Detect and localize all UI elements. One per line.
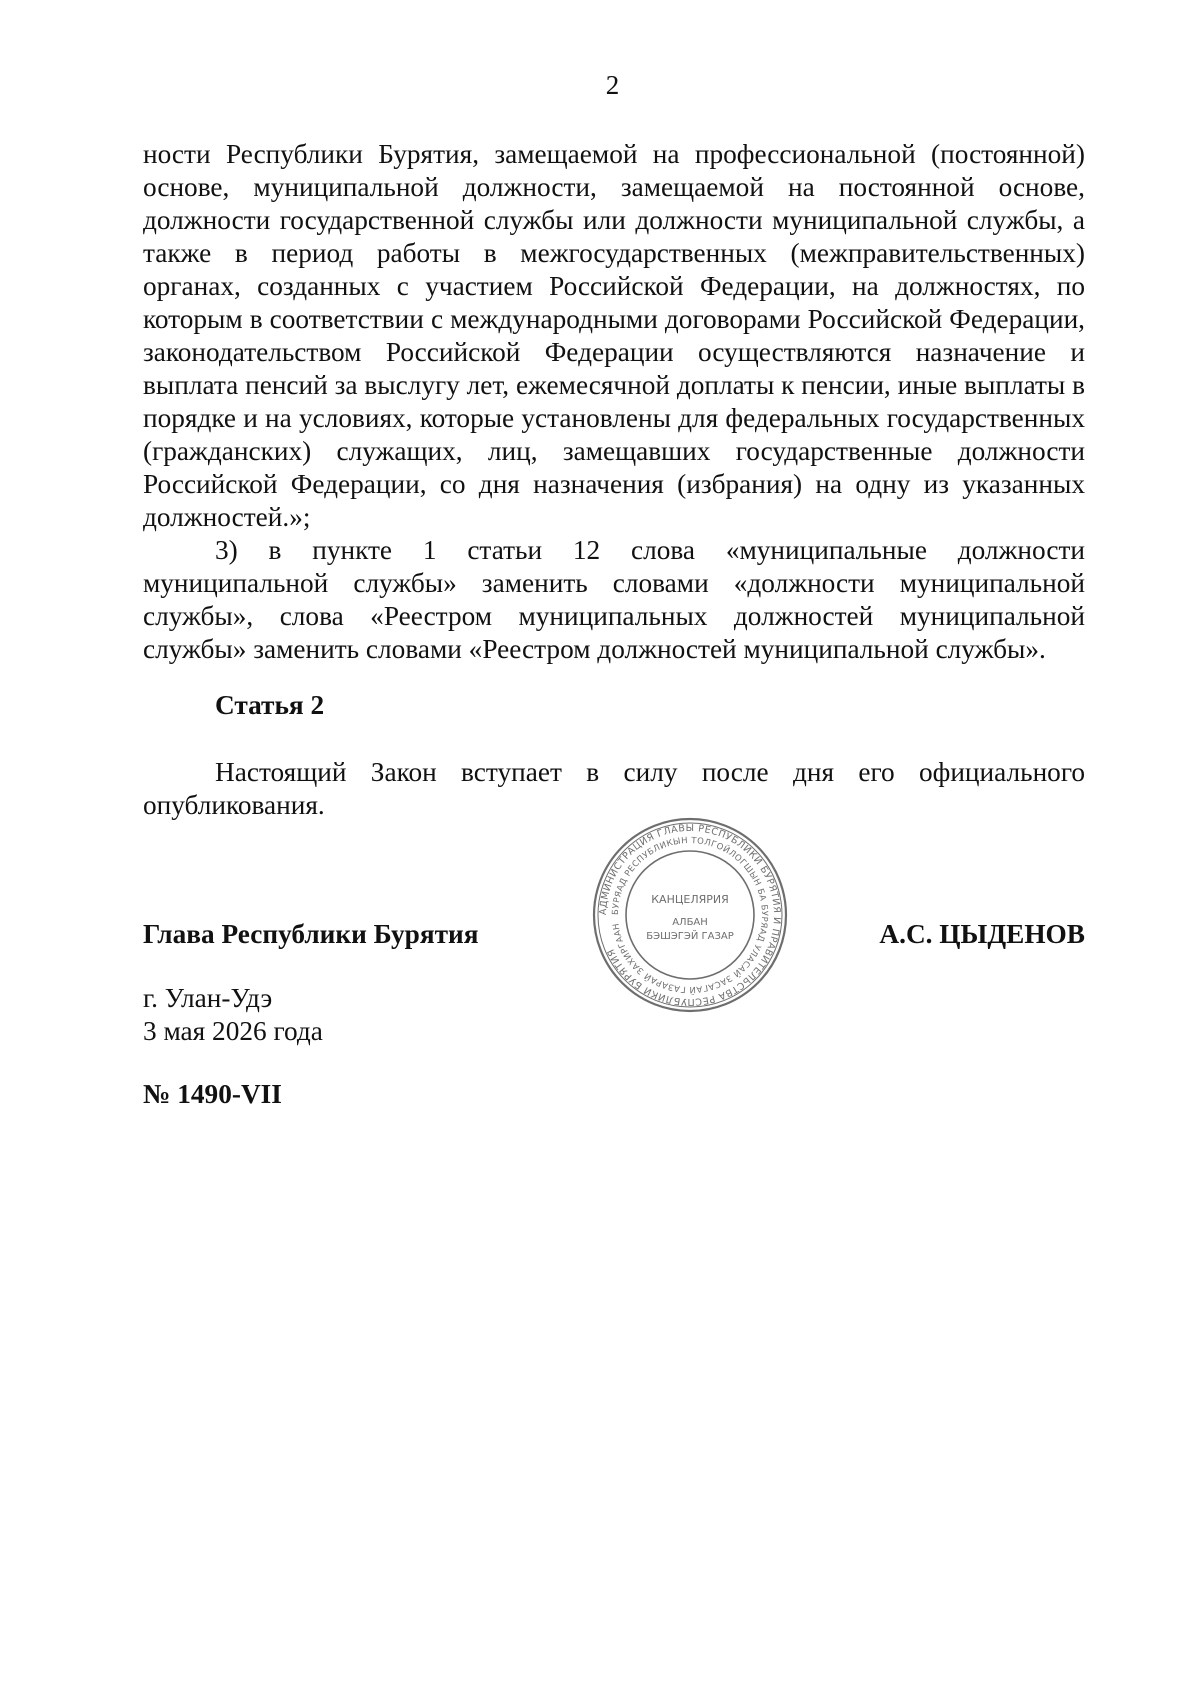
page-number: 2 (605, 70, 620, 100)
seal-line-2: АЛБАН (672, 917, 708, 928)
official-seal-stamp (590, 815, 790, 1015)
seal-line-3: БЭШЭГЭЙ ГАЗАР (646, 931, 734, 942)
seal-outer-ring-text: АДМИНИСТРАЦИЯ ГЛАВЫ РЕСПУБЛИКИ БУРЯТИЯ И ПРАВИТЕЛЬСТВА РЕСПУБЛИКИ БУРЯТИЯ (597, 822, 783, 1008)
signatory-name: А.С. ЦЫДЕНОВ (879, 919, 1085, 949)
place-of-signing: г. Улан-Удэ (143, 983, 273, 1013)
paragraph-pension-provisions: ности Республики Бурятия, замещаемой на профессиональной (постоянной) основе, муниципальной должности, замещаемой на постоянной основе, должности государственной службы или должности муниципальной службы, а также в период работы в межгосударственных (межправительственных) органах, созданных с участием Российской Федерации, на должностях, по которым в соответствии с международными договорами Российской Федерации, законодательством Российской Федерации осуществляются назначение и выплата пенсий за выслугу лет, ежемесячной доплаты к пенсии, иные выплаты в порядке и на условиях, которые установлены для федеральных государственных (гражданских) служащих, лиц, замещавших государственные должности Российской Федерации, со дня назначения (избрания) на одну из указанных должностей.»; (143, 139, 1085, 532)
article-2-heading: Статья 2 (215, 690, 325, 720)
svg-text:БУРЯАД РЕСПУБЛИКЫН ТОЛГОЙЛОГШЫ (611, 836, 769, 996)
law-number: № 1490-VII (143, 1079, 282, 1109)
seal-inner-ring-text: БУРЯАД РЕСПУБЛИКЫН ТОЛГОЙЛОГШЫН БА БУРЯАД УЛАСАЙ ЗАСАГАЙ ГАЗАРАЙ ЗАХИРГААН (610, 835, 770, 995)
paragraph-item-3-amendment: 3) в пункте 1 статьи 12 слова «муниципальные должности муниципальной службы» заменить словами «должности муниципальной службы», слова «Реестром муниципальных должностей муниципальной службы» заменить словами «Реестром должностей муниципальной службы». (143, 535, 1085, 664)
paragraph-entry-into-force: Настоящий Закон вступает в силу после дня его официального опубликования. (143, 757, 1085, 820)
article-2-body (143, 756, 1085, 822)
body-paragraph-continuation (143, 138, 1085, 666)
signatory-position: Глава Республики Бурятия (143, 919, 479, 949)
seal-line-1: КАНЦЕЛЯРИЯ (651, 893, 729, 906)
date-of-signing: 3 мая 2026 года (143, 1016, 323, 1046)
